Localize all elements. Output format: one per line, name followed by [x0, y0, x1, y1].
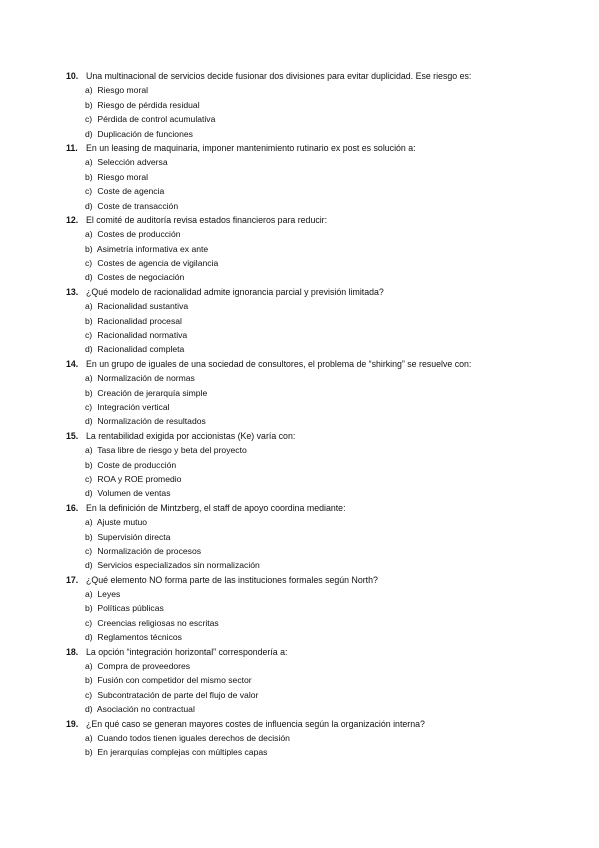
question-number: 12.	[66, 214, 79, 225]
option-letter: c)	[85, 617, 93, 628]
answer-option	[66, 242, 586, 256]
option-letter: b)	[85, 531, 93, 542]
option-text: Asimetría informativa ex ante	[96, 243, 209, 254]
option-letter: a)	[85, 517, 93, 528]
answer-option	[66, 544, 586, 558]
answer-option	[66, 386, 586, 400]
answer-option	[66, 702, 586, 716]
option-letter: c)	[85, 330, 93, 341]
option-letter: a)	[85, 157, 93, 168]
option-text: Compra de proveedores	[97, 661, 191, 672]
option-letter: a)	[85, 445, 93, 456]
answer-option	[66, 371, 586, 385]
option-letter: d)	[85, 272, 93, 283]
option-letter: b)	[85, 603, 93, 614]
answer-option	[66, 414, 586, 428]
option-letter: d)	[85, 416, 93, 427]
option-text: Creación de jerarquía simple	[97, 387, 208, 398]
answer-option	[66, 400, 586, 414]
option-letter: d)	[85, 200, 93, 211]
question-stem	[66, 285, 586, 299]
option-text: Asociación no contractual	[96, 704, 195, 715]
answer-option	[66, 688, 586, 702]
question-list	[66, 69, 586, 760]
option-text: En jerarquías complejas con múltiples capas	[97, 747, 268, 758]
answer-option	[66, 98, 586, 112]
answer-option	[66, 155, 586, 169]
answer-option	[66, 472, 586, 486]
question-text: El comité de auditoría revisa estados financieros para reducir:	[86, 214, 328, 225]
option-letter: d)	[85, 344, 93, 355]
question-15	[66, 429, 586, 501]
answer-option	[66, 328, 586, 342]
answer-option	[66, 184, 586, 198]
answer-option	[66, 199, 586, 213]
option-text: Costes de producción	[97, 229, 181, 240]
option-text: Pérdida de control acumulativa	[97, 114, 216, 125]
option-text: Riesgo moral	[97, 85, 149, 96]
answer-option	[66, 616, 586, 630]
question-text: En la definición de Mintzberg, el staff de apoyo coordina mediante:	[86, 502, 346, 513]
option-text: Servicios especializados sin normalización	[97, 560, 260, 571]
answer-option	[66, 83, 586, 97]
option-text: Políticas públicas	[97, 603, 164, 614]
answer-option	[66, 745, 586, 759]
answer-option	[66, 486, 586, 500]
answer-option	[66, 112, 586, 126]
question-number: 15.	[66, 430, 79, 441]
option-text: Racionalidad completa	[97, 344, 185, 355]
answer-option	[66, 601, 586, 615]
answer-option	[66, 299, 586, 313]
question-stem	[66, 501, 586, 515]
question-14	[66, 357, 586, 429]
option-text: Racionalidad procesal	[97, 315, 182, 326]
option-letter: b)	[85, 459, 93, 470]
option-letter: d)	[85, 488, 93, 499]
option-letter: c)	[85, 114, 93, 125]
question-stem	[66, 429, 586, 443]
option-letter: b)	[85, 747, 93, 758]
question-13	[66, 285, 586, 357]
option-text: Cuando todos tienen iguales derechos de decisión	[97, 732, 290, 743]
option-letter: a)	[85, 373, 93, 384]
question-number: 16.	[66, 502, 79, 513]
answer-option	[66, 256, 586, 270]
option-letter: b)	[85, 675, 93, 686]
option-text: Duplicación de funciones	[97, 128, 193, 139]
answer-option	[66, 659, 586, 673]
question-17	[66, 573, 586, 645]
option-letter: a)	[85, 301, 93, 312]
answer-option	[66, 458, 586, 472]
option-text: Tasa libre de riesgo y beta del proyecto	[97, 445, 247, 456]
option-letter: b)	[85, 387, 93, 398]
option-text: ROA y ROE promedio	[97, 473, 182, 484]
question-text: En un grupo de iguales de una sociedad de consultores, el problema de “shirking” se resuelve con:	[86, 358, 472, 369]
question-text: ¿Qué elemento NO forma parte de las instituciones formales según North?	[86, 574, 378, 585]
option-letter: a)	[85, 732, 93, 743]
answer-option	[66, 731, 586, 745]
question-text: ¿En qué caso se generan mayores costes de influencia según la organización interna?	[86, 718, 425, 729]
option-letter: d)	[85, 560, 93, 571]
option-letter: a)	[85, 589, 93, 600]
option-letter: b)	[85, 243, 93, 254]
question-number: 17.	[66, 574, 79, 585]
option-letter: c)	[85, 186, 93, 197]
question-number: 10.	[66, 71, 79, 81]
question-12	[66, 213, 586, 285]
question-stem	[66, 573, 586, 587]
question-stem	[66, 357, 586, 371]
option-text: Integración vertical	[97, 401, 170, 412]
option-text: Riesgo de pérdida residual	[97, 99, 200, 110]
answer-option	[66, 673, 586, 687]
option-text: Ajuste mutuo	[96, 517, 148, 528]
answer-option	[66, 443, 586, 457]
option-letter: c)	[85, 689, 93, 700]
option-text: Normalización de procesos	[97, 545, 202, 556]
question-11	[66, 141, 586, 213]
question-18	[66, 645, 586, 717]
option-letter: b)	[85, 171, 93, 182]
option-text: Riesgo moral	[97, 171, 149, 182]
question-stem	[66, 717, 586, 731]
answer-option	[66, 314, 586, 328]
option-text: Reglamentos técnicos	[97, 632, 182, 643]
option-text: Coste de agencia	[97, 186, 165, 197]
option-letter: d)	[85, 704, 93, 715]
option-letter: d)	[85, 128, 93, 139]
option-letter: c)	[85, 258, 93, 269]
option-letter: a)	[85, 661, 93, 672]
option-letter: b)	[85, 99, 93, 110]
answer-option	[66, 127, 586, 141]
answer-option	[66, 515, 586, 529]
question-stem	[66, 645, 586, 659]
option-text: Racionalidad sustantiva	[97, 301, 189, 312]
question-16	[66, 501, 586, 573]
question-text: La opción “integración horizontal” correspondería a:	[86, 646, 288, 657]
question-19	[66, 717, 586, 760]
option-text: Normalización de resultados	[97, 416, 206, 427]
option-letter: c)	[85, 401, 93, 412]
answer-option	[66, 342, 586, 356]
option-text: Subcontratación de parte del flujo de valor	[97, 689, 259, 700]
answer-option	[66, 558, 586, 572]
question-number: 19.	[66, 718, 79, 729]
question-10	[66, 69, 586, 141]
question-number: 13.	[66, 286, 79, 297]
option-text: Selección adversa	[97, 157, 168, 168]
question-number: 14.	[66, 358, 79, 369]
answer-option	[66, 587, 586, 601]
option-text: Volumen de ventas	[97, 488, 171, 499]
option-letter: a)	[85, 229, 93, 240]
question-text: ¿Qué modelo de racionalidad admite ignorancia parcial y previsión limitada?	[86, 286, 384, 297]
option-text: Coste de transacción	[97, 200, 179, 211]
question-number: 18.	[66, 646, 79, 657]
answer-option	[66, 270, 586, 284]
option-text: Creencias religiosas no escritas	[97, 617, 219, 628]
option-letter: d)	[85, 632, 93, 643]
option-letter: c)	[85, 545, 93, 556]
option-text: Supervisión directa	[97, 531, 171, 542]
option-letter: b)	[85, 315, 93, 326]
question-text: Una multinacional de servicios decide fusionar dos divisiones para evitar duplicidad. Ese riesgo es:	[86, 71, 472, 81]
option-letter: a)	[85, 85, 93, 96]
question-number: 11.	[66, 142, 78, 153]
question-text: La rentabilidad exigida por accionistas (Ke) varía con:	[86, 430, 296, 441]
option-text: Fusión con competidor del mismo sector	[97, 675, 252, 686]
answer-option	[66, 227, 586, 241]
option-text: Leyes	[97, 589, 121, 600]
option-letter: c)	[85, 473, 93, 484]
option-text: Coste de producción	[97, 459, 177, 470]
answer-option	[66, 170, 586, 184]
option-text: Costes de negociación	[97, 272, 185, 283]
question-stem	[66, 141, 586, 155]
option-text: Normalización de normas	[97, 373, 195, 384]
option-text: Racionalidad normativa	[97, 330, 188, 341]
question-text: En un leasing de maquinaria, imponer mantenimiento rutinario ex post es solución a:	[86, 142, 416, 153]
question-stem	[66, 69, 586, 83]
answer-option	[66, 630, 586, 644]
answer-option	[66, 530, 586, 544]
option-text: Costes de agencia de vigilancia	[97, 258, 219, 269]
question-stem	[66, 213, 586, 227]
